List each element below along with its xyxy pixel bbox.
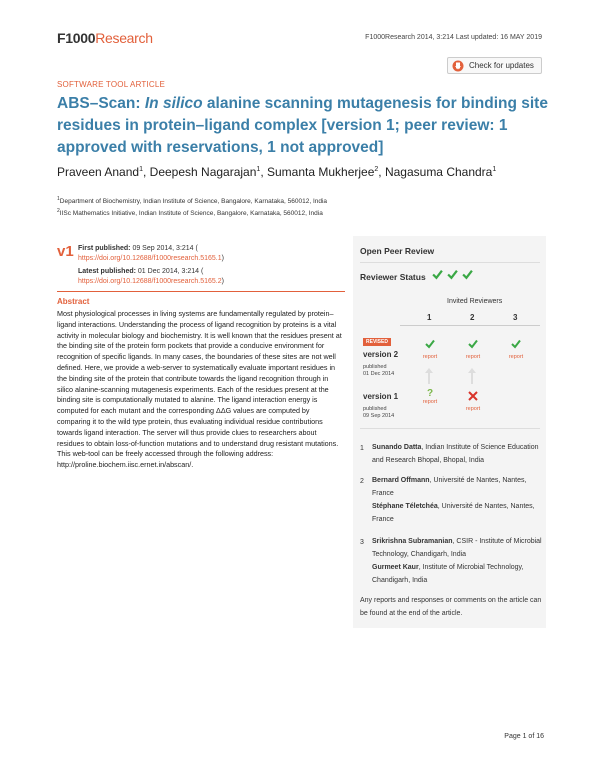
reviewer-name[interactable]: Bernard Offmann [372,477,430,484]
first-published-label: First published: [78,245,131,252]
report-link[interactable]: report [465,354,481,360]
author-sup: 2 [374,166,379,173]
affiliation-text: IISc Mathematics Initiative, Indian Institute of Science, Bangalore, Karnataka, 560012, India [59,210,323,218]
reviewer-affiliation: , Université de Nantes, Nantes, France [372,477,527,497]
logo-research: Research [95,30,153,46]
first-published [78,244,224,264]
reviewer-column-2: 2 [470,313,475,322]
reviewer-number: 2 [360,478,364,485]
reviewer-number: 1 [360,445,364,452]
author-name[interactable]: Nagasuma Chandra [384,165,493,179]
first-doi-link[interactable]: https://doi.org/10.12688/f1000research.5165.1 [78,255,222,262]
reviewer-name[interactable]: Sunando Datta [372,444,422,451]
author-sup: 1 [256,166,261,173]
reviewer-affiliation: , CSIR - Institute of Microbial Technology, Chandigarh, India [372,538,542,558]
published-label: published [363,406,387,412]
reviewer-entry [372,474,542,500]
reviewer-name[interactable]: Stéphane Téletchéa [372,503,438,510]
open-peer-review-title: Open Peer Review [360,246,435,256]
review-cell-v2-r1[interactable] [417,336,443,360]
cross-icon [468,391,478,401]
author-name[interactable]: Praveen Anand [57,165,140,179]
paren: ) [221,255,224,262]
check-for-updates-button[interactable] [447,57,542,74]
divider [360,262,540,263]
author-sup: 1 [139,166,143,173]
article-title [57,93,557,159]
reviewer-name[interactable]: Gurmeet Kaur [372,564,419,571]
any-reports-note: Any reports and responses or comments on the article can be found at the end of the article. [360,597,542,617]
reviewer-entry [372,561,542,587]
header-meta: F1000Research 2014, 3:214 Last updated: 16 MAY 2019 [365,34,542,41]
reviewer-entry [372,500,542,526]
version-2-published [363,364,394,378]
abstract-text: Most physiological processes in living systems are fundamentally regulated by protein–ligand interactions. Understanding the process of ligand recognition by proteins is a vital activity in molecular biology and biochemistry. It is well known that the residues present at the binding site of the protein form pockets that provide a conducive environment for recognition of specific ligands. In many cases, the boundaries of these sites are not well defined. Here, we provide a web-server to systematically evaluate important residues in the binding site of the protein that contribute towards the ligand recognition through in silico alanine-scanning mutagenesis experiments. Each of the residues present at the binding site is computationally mutated to alanine. The ligand interaction energy is computed for each mutant and the corresponding ΔΔG values are computed by comparing it to the wild type protein, thus evaluating individual residue contributions towards ligand interaction. The server will thus provide clues to researchers about residues to obtain loss-of-function mutations and to understand drug resistant mutations. This web-tool can be freely accessed through the following address: http://proline.biochem.iisc.ernet.in/abscan/. [57,309,342,470]
reviewer-column-3: 3 [513,313,518,322]
logo-f1000: F1000 [57,30,96,46]
reviewer-entry [372,535,542,561]
revised-badge: REVISED [363,338,391,346]
version-arrow-icon [467,368,477,384]
author-list: Praveen Anand$^1$, Deepesh Nagarajan$^1$, Sumanta Mukherjee$^2$, Nagasuma Chandra$^1$ [57,165,497,179]
affiliation-sup: 1 [57,196,60,202]
reviewer-column-1: 1 [427,313,432,322]
version-1-label: version 1 [363,392,399,401]
report-link[interactable]: report [422,354,438,360]
divider [400,325,540,326]
version-label: v1 [57,243,74,260]
published-label: published [363,364,387,370]
report-link[interactable]: report [465,406,481,412]
article-type: SOFTWARE TOOL ARTICLE [57,80,166,89]
abstract-heading: Abstract [57,297,90,306]
published-date: 01 Dec 2014 [363,371,395,377]
reviewer-affiliation: , Indian Institute of Science Education and Research Bhopal, Bhopal, India [372,444,539,464]
reviewer-number: 3 [360,539,364,546]
review-cell-v2-r2[interactable] [460,336,486,360]
check-icon [462,269,473,280]
report-link[interactable]: report [508,354,524,360]
affiliation-text: Department of Biochemistry, Indian Institute of Science, Bangalore, Karnataka, 560012, India [59,198,328,206]
title-prefix: ABS–Scan: [57,95,145,112]
affiliation-sup: 2 [57,208,60,214]
version-arrow-icon [424,368,434,384]
f1000research-logo[interactable] [57,30,153,46]
author-name[interactable]: Deepesh Nagarajan [149,165,257,179]
report-link[interactable]: report [422,399,438,405]
version-1-published [363,406,394,420]
update-badge-icon [452,60,464,72]
latest-published [78,267,224,287]
affiliation [57,208,323,217]
latest-published-value: 01 Dec 2014, 3:214 ( [137,268,204,275]
reviewer-status-label: Reviewer Status [360,272,426,282]
author-name[interactable]: Sumanta Mukherjee [266,165,375,179]
paren: ) [221,278,224,285]
divider [360,428,540,429]
version-2-label: version 2 [363,350,399,359]
check-icon [425,339,435,349]
page-number: Page 1 of 16 [504,733,544,740]
reviewer-affiliation: , Université de Nantes, Nantes, France [372,503,535,523]
title-italic: In silico [144,95,203,112]
affiliation [57,196,327,205]
divider [57,291,345,292]
author-sup: 1 [492,166,497,173]
first-published-value: 09 Sep 2014, 3:214 ( [132,245,198,252]
reviewer-status-ticks [432,269,473,280]
question-icon: ? [426,388,434,399]
check-icon [511,339,521,349]
check-for-updates-label: Check for updates [469,61,534,70]
check-icon [447,269,458,280]
published-date: 09 Sep 2014 [363,413,395,419]
check-icon [468,339,478,349]
check-icon [432,269,443,280]
reviewer-name[interactable]: Srikrishna Subramanian [372,538,453,545]
review-cell-v1-r2[interactable] [460,388,486,412]
invited-reviewers-label: Invited Reviewers [447,298,503,305]
reviewer-affiliation: , Institute of Microbial Technology, Chandigarh, India [372,564,524,584]
review-cell-v1-r1[interactable] [417,388,443,405]
review-cell-v2-r3[interactable] [503,336,529,360]
latest-published-label: Latest published: [78,268,136,275]
latest-doi-link[interactable]: https://doi.org/10.12688/f1000research.5165.2 [78,278,222,285]
reviewer-entry [372,441,542,467]
title-rest: alanine scanning mutagenesis for binding site residues in protein–ligand complex [version 1; peer review: 1 approved with reservations, 1 not approved] [57,95,548,156]
